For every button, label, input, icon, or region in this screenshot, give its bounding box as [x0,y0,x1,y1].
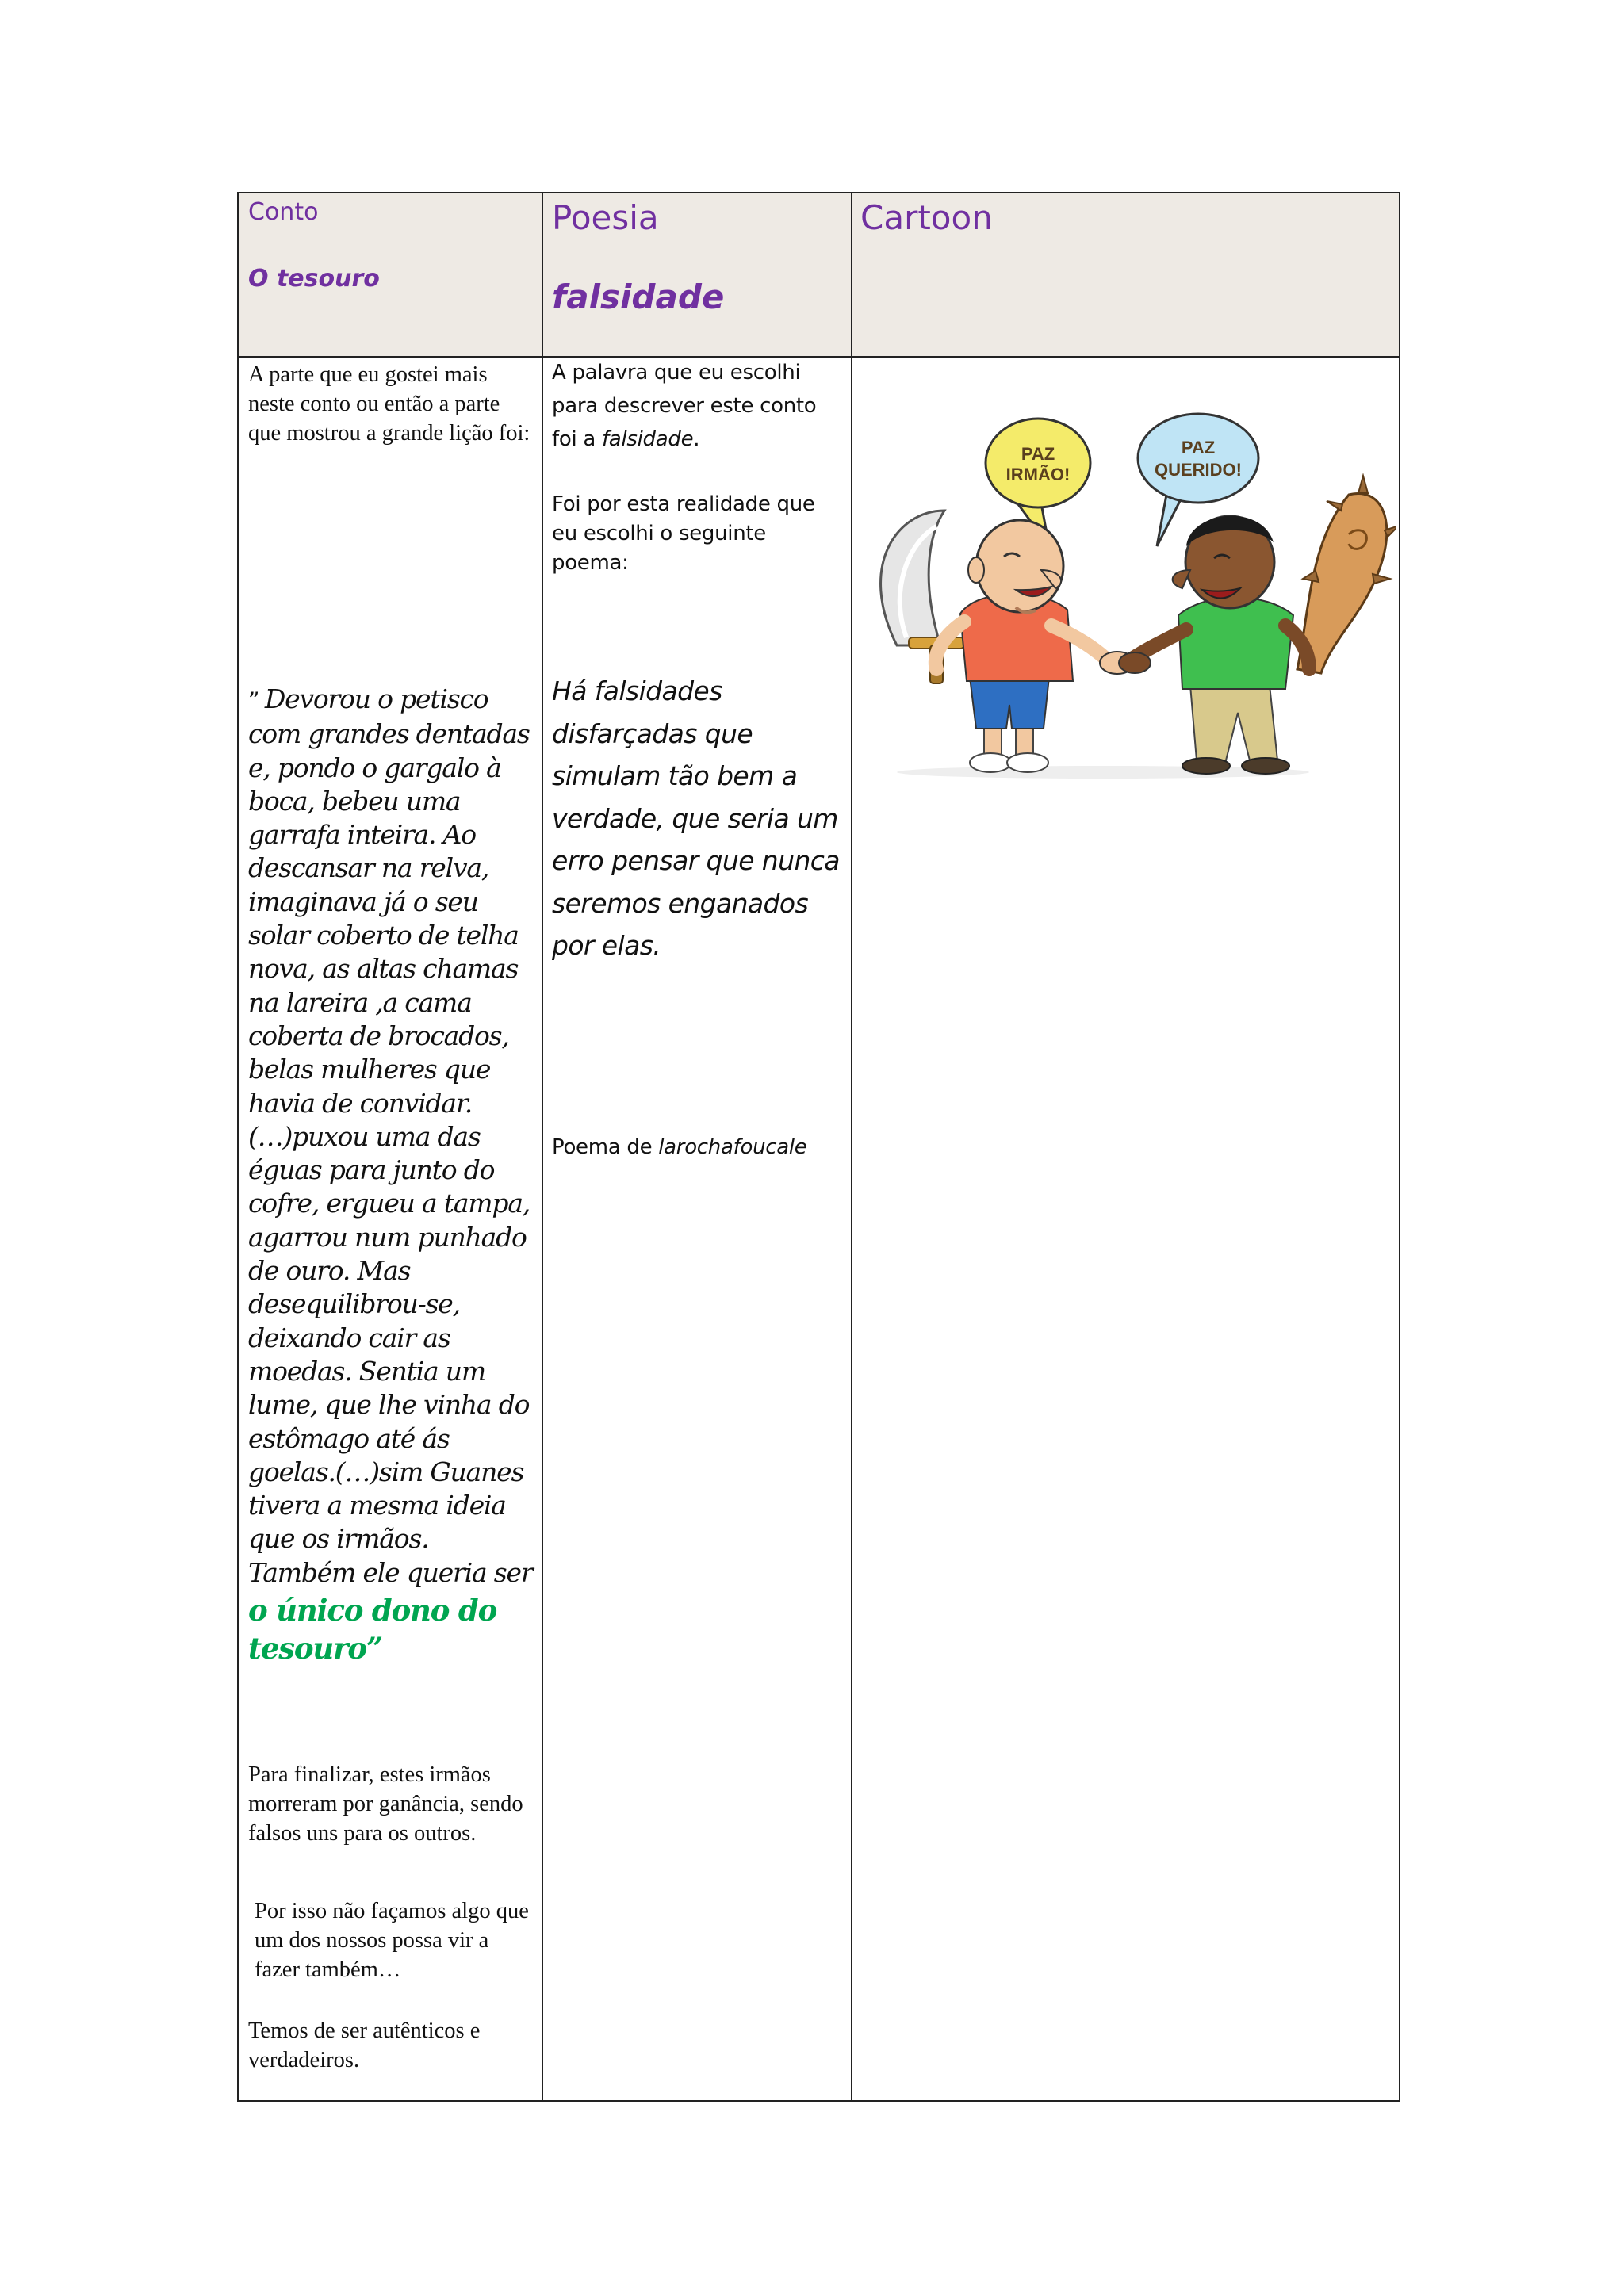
quote-highlight: o único dono do tesouro” [248,1593,497,1667]
spiked-club-icon [1297,476,1396,673]
table-header-row [239,193,1399,357]
poesia-intro-suffix: . [693,427,700,451]
conto-quote [248,683,534,1667]
poem-author [552,1131,837,1164]
column-divider [851,193,852,2100]
poem-text: Há falsidades disfarçadas que simulam tão bem a verdade, que seria um erro pensar que nunca seremos enganados por elas. [552,675,840,961]
header-poesia-title: falsidade [552,277,725,316]
bubble-right-line2: QUERIDO! [1155,460,1242,480]
handshake-icon [1100,652,1151,674]
poesia-reason: Foi por esta realidade que eu escolhi o seguinte poema: [552,492,815,575]
bubble-right-line1: PAZ [1181,438,1216,457]
conto-conclusion-1: Para finalizar, estes irmãos morreram por ganância, sendo falsos uns para os outros. [248,1762,523,1846]
conto-conclusion-2: Por isso não façamos algo que um dos nossos possa vir a fazer também… [255,1899,529,1982]
poesia-intro [552,356,822,456]
conto-conclusion-3: Temos de ser autênticos e verdadeiros. [248,2019,481,2072]
scimitar-icon [881,511,964,683]
poesia-intro-prefix: A palavra que eu escolhi para descrever este conto foi a [552,361,817,451]
poem-author-prefix: Poema de [552,1135,659,1159]
bubble-left-line2: IRMÃO! [1005,465,1071,484]
bubble-left-line1: PAZ [1021,444,1055,464]
poesia-intro-word: falsidade [601,427,694,451]
poem-author-name: larochafoucale [658,1135,807,1159]
cartoon-character-right [1131,516,1309,774]
header-conto-label: Conto [248,198,319,226]
column-divider [542,193,543,2100]
header-cartoon-label: Cartoon [860,198,993,237]
comparison-table [237,192,1400,2102]
quote-text: Devorou o petisco com grandes dentadas e, pondo o gargalo à boca, bebeu uma garrafa inteira. Ao descansar na relva, imaginava já o seu solar coberto de telha nova, as altas chamas na lareira ,a cama coberta de brocados, belas mulheres que havia de convidar. (…)puxou uma das éguas para junto do cofre, ergueu a tampa, agarrou num punhado de ouro. Mas desequilibrou-se, deixando cair as moedas. Sentia um lume, que lhe vinha do estômago até ás goelas.(…)sim Guanes tivera a mesma ideia que os irmãos. Também ele queria ser [248,683,533,1588]
conto-intro: A parte que eu gostei mais neste conto ou então a parte que mostrou a grande lição foi: [248,362,530,446]
header-conto-title: O tesouro [248,265,380,293]
cartoon-illustration [865,408,1396,780]
quote-open-mark: ” [248,687,265,714]
header-poesia-label: Poesia [552,198,659,237]
